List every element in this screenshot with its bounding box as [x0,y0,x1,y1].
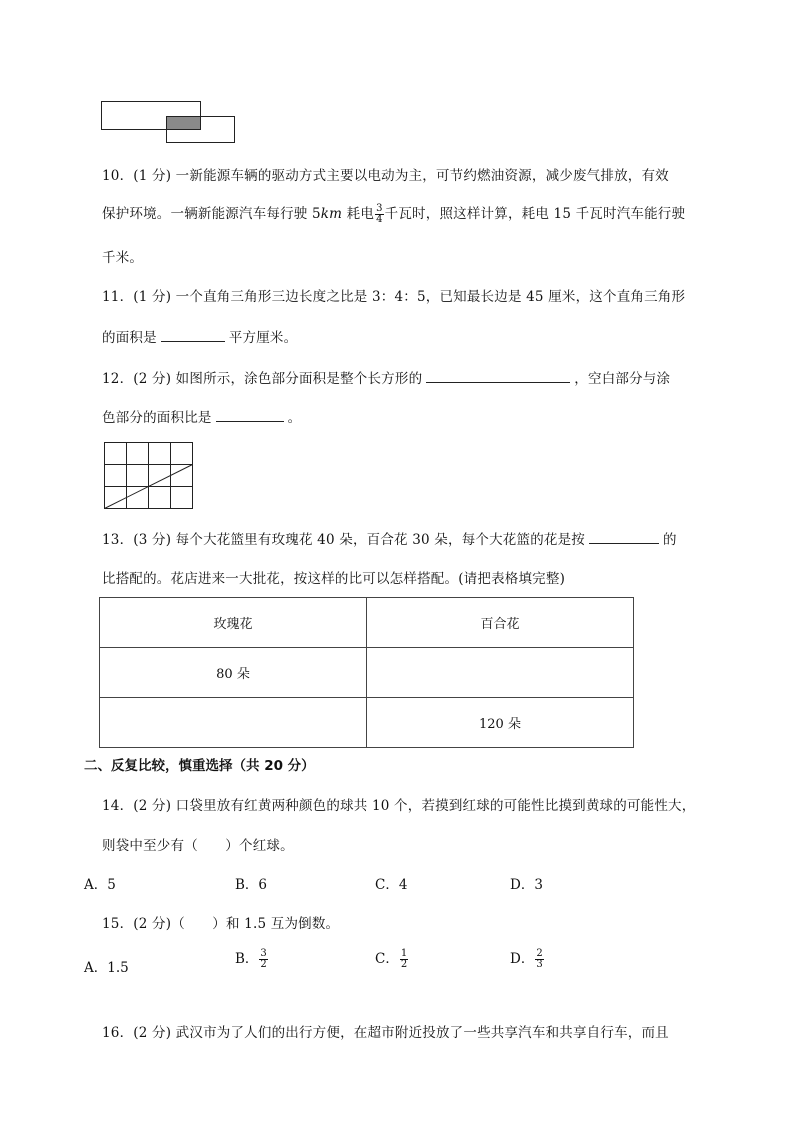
q10-line-2-mid: 耗电 [342,206,375,222]
q14-option-a[interactable]: A．5 [84,877,116,893]
q15-option-d-fraction [535,949,543,970]
q15-line-1: 15．(2 分)（ ）和 1.5 互为倒数。 [102,916,340,932]
q14-line-2: 则袋中至少有（ ）个红球。 [102,838,294,854]
q13-cell-r2-lily: 120 朵 [367,698,634,748]
q16-line-1: 16．(2 分) 武汉市为了人们的出行方便，在超市附近投放了一些共享汽车和共享自行车，而且 [102,1025,669,1041]
q13-header-rose: 玫瑰花 [100,598,367,648]
q10-line-2 [102,202,685,225]
q15-option-b[interactable] [235,947,269,970]
q11-line-2-end: 平方厘米。 [228,330,298,346]
q13-cell-r1-lily[interactable] [367,648,634,698]
q10-line-2-end: 千瓦时，照这样计算，耗电 15 千瓦时汽车能行驶 [384,206,686,222]
q12-line-2-start: 色部分的面积比是 [102,410,212,426]
q12-answer-blank-2[interactable] [216,407,284,422]
q15-option-c-label: C． [375,951,399,967]
q11-line-2-start: 的面积是 [102,330,157,346]
q11-line-1: 11．(1 分) 一个直角三角形三边长度之比是 3：4：5，已知最长边是 45 厘米，这个直角三角形 [102,289,686,305]
q15-option-b-label: B． [235,951,259,967]
q11-answer-blank[interactable] [161,327,225,342]
q15-option-d-label: D． [510,951,535,967]
q15-option-c[interactable] [375,947,409,970]
q12-line-1 [102,367,670,387]
q14-line-1: 14．(2 分) 口袋里放有红黄两种颜色的球共 10 个，若摸到红球的可能性比摸到黄球的可能性大， [102,798,696,814]
q15-option-b-fraction [259,949,267,970]
q12-grid-figure [102,441,196,511]
q13-cell-r2-rose[interactable] [100,698,367,748]
q10-line-2-start: 保护环境。一辆新能源汽车每行驶 5 [102,206,321,222]
q14-option-d[interactable]: D．3 [510,877,543,893]
q10-line-1: 10．(1 分) 一新能源车辆的驱动方式主要以电动为主，可节约燃油资源，减少废气排放，有效 [102,168,669,184]
q14-option-c[interactable]: C．4 [375,877,408,893]
q11-line-2 [102,326,297,346]
q12-answer-blank-1[interactable] [426,368,570,383]
q10-line-3: 千米。 [102,250,144,266]
q13-line-1-end: 的 [663,532,677,548]
q13-cell-r1-rose: 80 朵 [100,648,367,698]
q13-line-2: 比搭配的。花店进来一大批花，按这样的比可以怎样搭配。(请把表格填完整) [102,571,566,587]
q15-option-c-fraction [400,949,408,970]
q15-option-a[interactable]: A．1.5 [84,960,129,976]
fraction-numerator: 2 [536,948,543,959]
fraction-numerator: 1 [400,948,408,959]
q10-unit-km: km [320,206,343,222]
q12-line-1-start: 12．(2 分) 如图所示，涂色部分面积是整个长方形的 [102,371,423,387]
q12-line-2-end: 。 [287,410,302,426]
table-row [100,698,634,748]
q13-table-header-row [100,598,634,648]
figure-shaded-overlap [166,116,201,130]
q14-option-b[interactable]: B．6 [235,877,268,893]
table-row [100,648,634,698]
fraction-numerator: 3 [260,948,267,959]
section-2-title: 二、反复比较，慎重选择（共 20 分） [84,758,315,774]
q13-line-1-start: 13．(3 分) 每个大花篮里有玫瑰花 40 朵，百合花 30 朵，每个大花篮的花是按 [102,532,586,548]
overlapping-rectangles-figure [98,97,240,147]
q12-line-1-end: ，空白部分与涂 [574,371,671,387]
q13-answer-blank[interactable] [589,529,659,544]
q10-fraction [375,204,384,225]
q10-fraction-denominator: 4 [376,214,383,225]
fraction-denominator: 3 [536,959,543,970]
q12-line-2 [102,406,301,426]
q13-table [99,597,634,748]
q13-line-1 [102,528,677,548]
fraction-denominator: 2 [400,959,408,970]
q10-fraction-numerator: 3 [376,203,383,214]
fraction-denominator: 2 [260,959,267,970]
q15-option-d[interactable] [510,947,545,970]
q13-header-lily: 百合花 [367,598,634,648]
